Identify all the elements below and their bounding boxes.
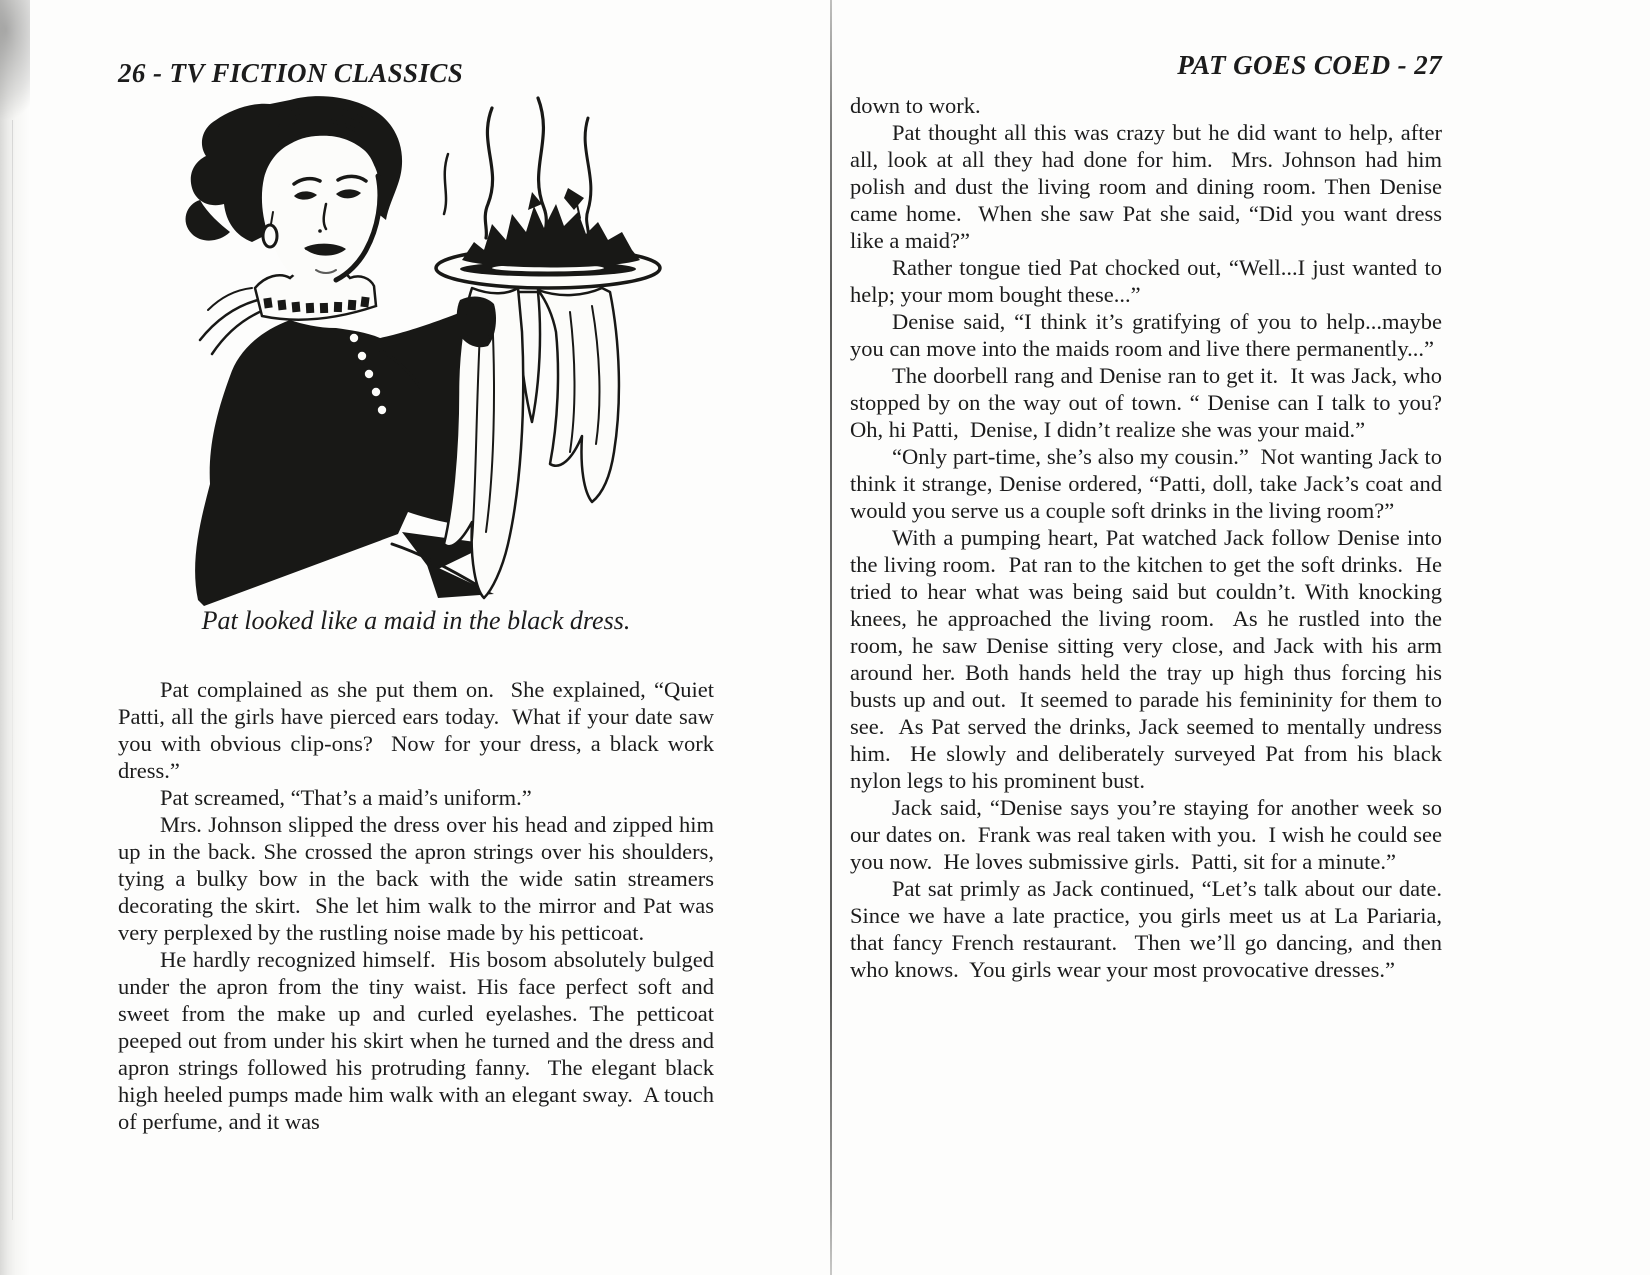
paragraph: down to work. [850, 93, 981, 118]
illustration-caption: Pat looked like a maid in the black dress. [201, 606, 631, 635]
page-header-left: 26 - TV FICTION CLASSICS [118, 58, 464, 88]
paragraph: Mrs. Johnson slipped the dress over his head and zipped him up in the back. She crossed the apron strings over his shoulders, tying a bulky bow in the back with the wide satin streamers decorating the skirt. She let him walk to the mirror and Pat was very perplexed by the rustling noise made by his petticoat. [118, 812, 720, 945]
paragraph: Denise said, “I think it’s gratifying of you to help...maybe you can move into the maids room and live there permanently...” [850, 309, 1448, 361]
paragraph: Jack said, “Denise says you’re staying for another week so our dates on. Frank was real taken with you. I wish he could see you now. He loves submissive girls. Patti, sit for a minute.” [850, 795, 1448, 874]
page-gutter-line [830, 0, 832, 1275]
paragraph: He hardly recognized himself. His bosom absolutely bulged under the apron from the tiny waist. His face perfect soft and sweet from the make up and curled eyelashes. The petticoat peeped out from under his skirt when he turned and the dress and apron strings followed his protruding fanny. The elegant black high heeled pumps made him walk with an elegant sway. A touch of perfume, and it was [118, 947, 720, 1134]
page-header-right: PAT GOES COED - 27 [1177, 50, 1442, 80]
paragraph: Pat complained as she put them on. She explained, “Quiet Patti, all the girls have pierced ears today. What if your date saw you with obvious clip-ons? Now for your dress, a black work dress.” [118, 677, 720, 783]
paragraph: “Only part-time, she’s also my cousin.” Not wanting Jack to think it strange, Denise ordered, “Patti, doll, take Jack’s coat and would you serve us a couple soft drinks in the living room?” [850, 444, 1448, 523]
paragraph: Rather tongue tied Pat chocked out, “Well...I just wanted to help; your mom bought these...” [850, 255, 1448, 307]
paragraph: The doorbell rang and Denise ran to get it. It was Jack, who stopped by on the way out of town. “ Denise can I talk to you? Oh, hi Patti, Denise, I didn’t realize she was your maid.” [850, 363, 1454, 442]
maid-illustration [140, 92, 700, 612]
paragraph: Pat sat primly as Jack continued, “Let’s talk about our date. Since we have a late practice, you girls meet us at La Pariaria, that fancy French restaurant. Then we’ll go dancing, and then who knows. You girls wear your most provocative dresses.” [850, 876, 1454, 982]
paragraph: Pat screamed, “That’s a maid’s uniform.” [160, 785, 532, 810]
right-page-text-column [850, 92, 1454, 983]
paragraph: With a pumping heart, Pat watched Jack follow Denise into the living room. Pat ran to the kitchen to get the soft drinks. He tried to hear what was being said but couldn’t. With knocking knees, he approached the living room. As he rustled into the room, he saw Denise sitting very close, and Jack with his arm around her. Both hands held the tray up high thus forcing his busts up and out. It seemed to parade his femininity for them to see. As Pat served the drinks, Jack seemed to mentally undress him. He slowly and deliberately surveyed Pat from his black nylon legs to his prominent bust. [850, 525, 1448, 793]
left-page-text-column [118, 676, 720, 1135]
paragraph: Pat thought all this was crazy but he did want to help, after all, look at all they had done for him. Mrs. Johnson had him polish and dust the living room and dining room. Then Denise came home. When she saw Pat she said, “Did you want dress like a maid?” [850, 120, 1448, 253]
book-left-edge-shadow [0, 0, 30, 1275]
